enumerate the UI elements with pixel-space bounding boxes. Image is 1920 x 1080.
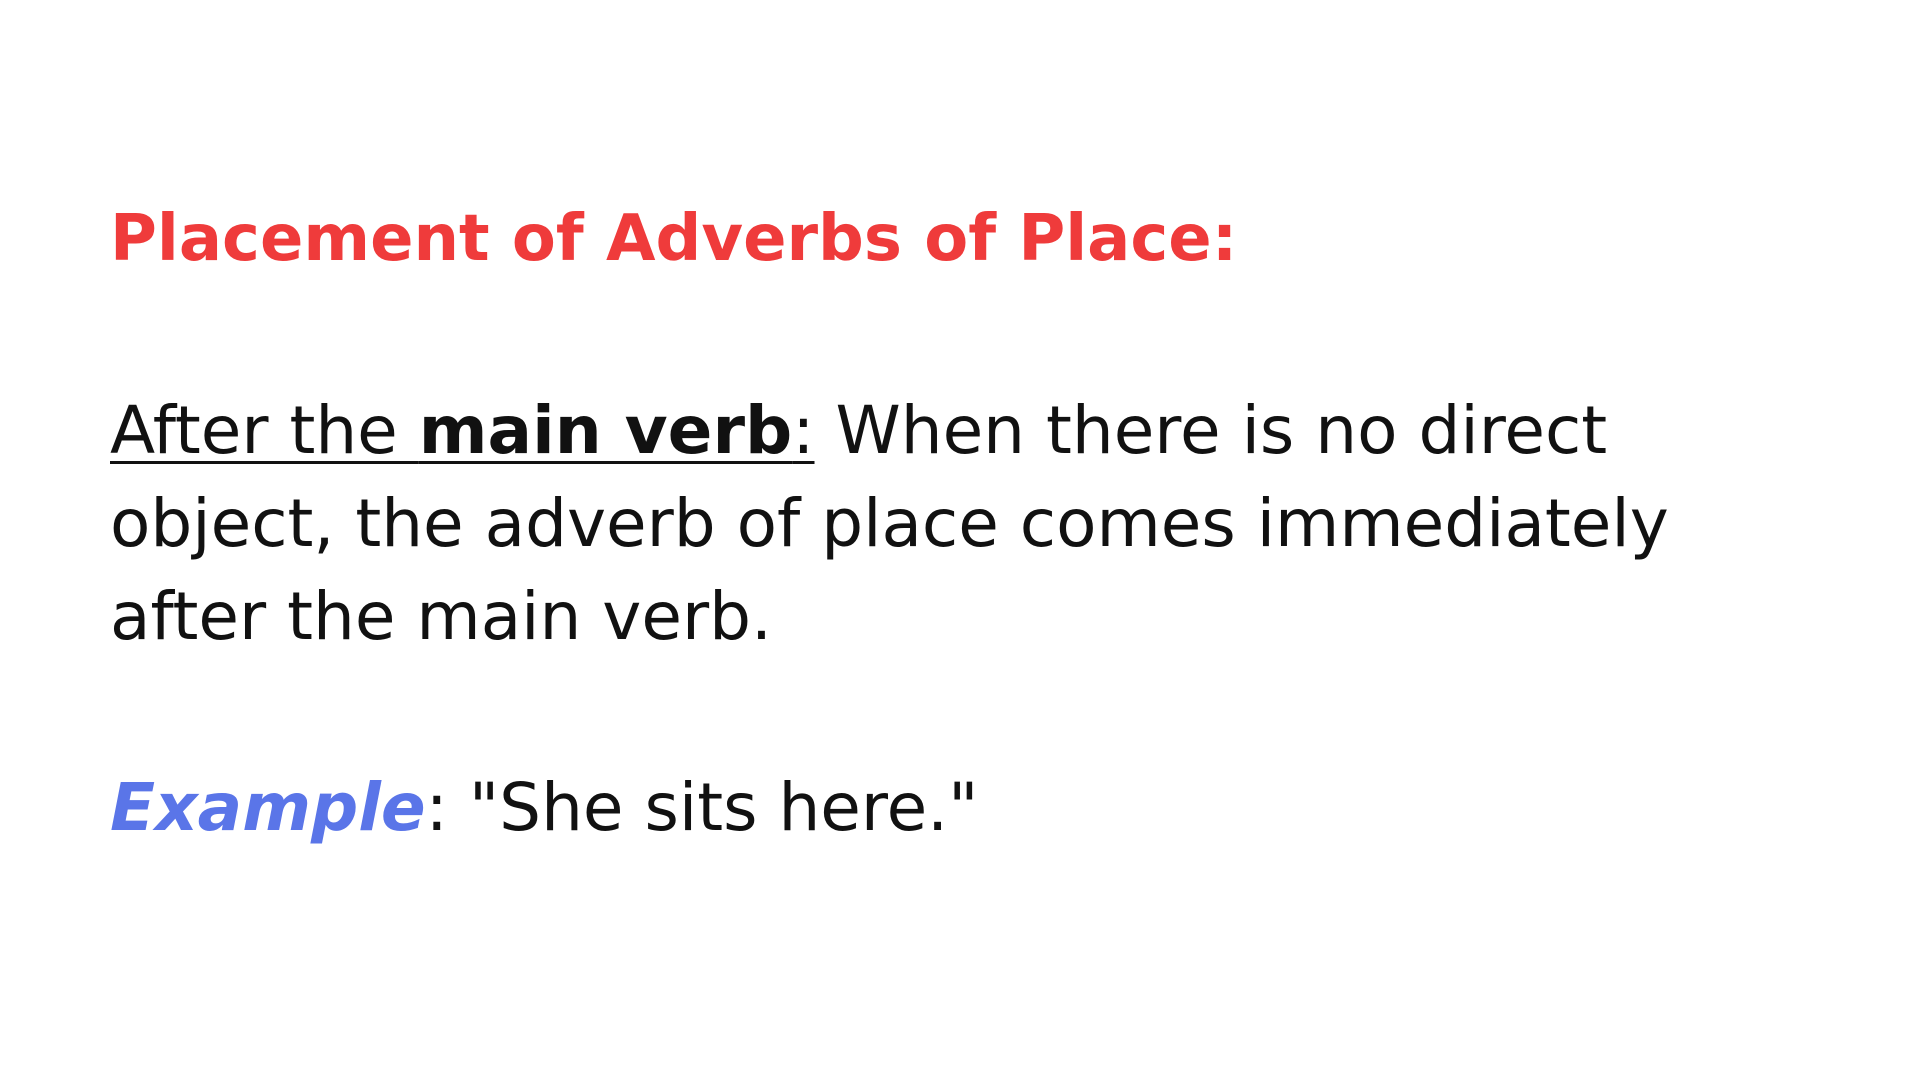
example-sentence: "She sits here." [468, 769, 979, 846]
example-separator: : [425, 769, 469, 846]
rule-body: When there is no direct object, the adverb of place comes immediately after the main verb. [110, 392, 1669, 655]
rule-lead-bold: main verb [418, 392, 793, 469]
rule-lead [110, 392, 815, 469]
slide-title: Placement of Adverbs of Place: [110, 202, 1238, 276]
example-label: Example [110, 769, 426, 846]
example-line [110, 761, 979, 854]
rule-lead-prefix: After the [110, 392, 419, 469]
rule-lead-colon: : [792, 392, 815, 469]
rule-paragraph [110, 384, 1830, 663]
